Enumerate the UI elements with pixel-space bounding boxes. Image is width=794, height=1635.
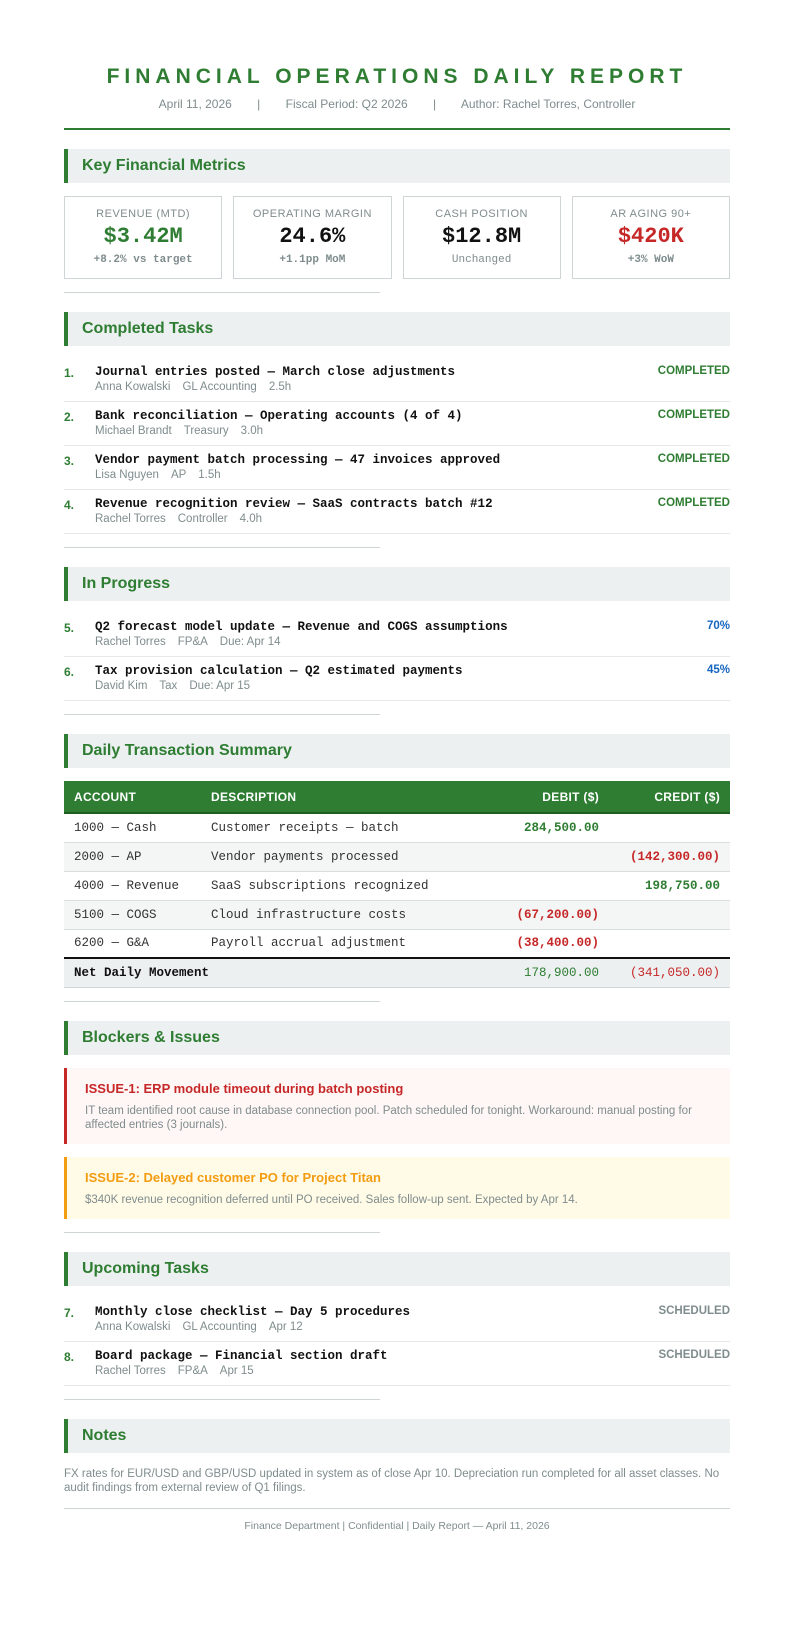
cell-credit: (142,300.00) [609, 842, 730, 871]
task-item [64, 1342, 730, 1386]
cell-description: Customer receipts — batch [201, 813, 479, 842]
table-total-row [64, 958, 730, 987]
task-team: Tax [159, 680, 178, 692]
task-item [64, 613, 730, 657]
task-owner: Rachel Torres [95, 513, 166, 525]
task-owner: David Kim [95, 680, 148, 692]
task-meta [95, 1364, 658, 1379]
upcoming-task-list [64, 1298, 730, 1386]
report-title: FINANCIAL OPERATIONS DAILY REPORT [106, 65, 688, 88]
task-item [64, 657, 730, 701]
task-item [64, 358, 730, 402]
cell-description: Cloud infrastructure costs [201, 900, 479, 929]
task-date: Apr 15 [219, 1364, 254, 1377]
report-footer: Finance Department | Confidential | Daily Report — April 11, 2026 [244, 1519, 550, 1532]
metric-change: Unchanged [451, 254, 512, 266]
report-page [64, 0, 730, 1532]
meta-separator: | [433, 97, 437, 111]
metric-value: $3.42M [103, 224, 183, 249]
task-title: Vendor payment batch processing — 47 invoices approved [95, 453, 501, 467]
cell-credit: 198,750.00 [609, 871, 730, 900]
task-team: AP [170, 469, 187, 481]
meta-separator: | [257, 97, 261, 111]
task-team: Controller [177, 513, 228, 525]
status-badge: COMPLETED [657, 453, 730, 465]
task-team: GL Accounting [182, 381, 257, 393]
metric-card-revenue [64, 196, 222, 279]
section-heading-metrics: Key Financial Metrics [64, 149, 730, 183]
task-number: 5. [64, 621, 75, 635]
issue-description: $340K revenue recognition deferred until PO received. Sales follow-up sent. Expected by Apr 14. [85, 1193, 578, 1206]
cell-account: 1000 — Cash [64, 813, 201, 842]
table-row [64, 813, 730, 842]
task-title: Tax provision calculation — Q2 estimated payments [95, 664, 463, 678]
task-title: Bank reconciliation — Operating accounts (4 of 4) [95, 409, 463, 423]
section-heading-transactions: Daily Transaction Summary [64, 734, 730, 768]
section-divider [64, 1232, 380, 1233]
metric-change: +1.1pp MoM [279, 254, 346, 266]
metric-label: AR AGING 90+ [610, 208, 692, 220]
status-badge: SCHEDULED [658, 1348, 730, 1361]
cell-debit [479, 842, 609, 871]
metric-change: +3% WoW [627, 254, 674, 266]
task-owner: Michael Brandt [95, 425, 172, 437]
section-heading-in-progress: In Progress [64, 567, 730, 601]
task-number: 1. [64, 366, 75, 380]
column-header-credit: CREDIT ($) [609, 781, 730, 813]
cell-description: Vendor payments processed [201, 842, 479, 871]
cell-credit [609, 929, 730, 958]
issue-title: ISSUE-1: ERP module timeout during batch posting [85, 1080, 404, 1096]
task-number: 4. [64, 498, 75, 512]
cell-account: 6200 — G&A [64, 929, 201, 958]
total-credit: (341,050.00) [609, 958, 730, 987]
metric-value: $12.8M [442, 224, 522, 249]
task-due-date: Due: Apr 15 [189, 680, 251, 692]
task-meta [95, 1320, 658, 1335]
progress-percent: 70% [706, 620, 730, 632]
section-divider [64, 1001, 380, 1002]
task-item [64, 490, 730, 534]
cell-debit: (38,400.00) [479, 929, 609, 958]
metrics-grid [64, 196, 730, 279]
task-number: 7. [64, 1305, 75, 1320]
task-title: Monthly close checklist — Day 5 procedures [95, 1304, 411, 1319]
metric-card-cash-position [403, 196, 561, 279]
task-number: 3. [64, 454, 75, 468]
table-row [64, 929, 730, 958]
cell-debit [479, 871, 609, 900]
task-title: Board package — Financial section draft [95, 1348, 388, 1363]
metric-label: REVENUE (MTD) [96, 208, 191, 220]
task-title: Revenue recognition review — SaaS contracts batch #12 [95, 497, 493, 511]
task-detail: 3.0h [240, 425, 264, 437]
section-heading-notes: Notes [64, 1419, 730, 1453]
task-owner: Anna Kowalski [95, 1320, 171, 1333]
task-team: Treasury [183, 425, 229, 437]
total-debit: 178,900.00 [479, 958, 609, 987]
section-divider [64, 714, 380, 715]
task-owner: Rachel Torres [95, 1364, 166, 1377]
task-team: GL Accounting [182, 1320, 257, 1333]
header-divider [64, 128, 730, 130]
task-meta [95, 468, 658, 483]
total-label: Net Daily Movement [64, 958, 479, 987]
metric-change: +8.2% vs target [93, 254, 193, 266]
task-meta [95, 380, 658, 395]
task-detail: 2.5h [268, 381, 292, 393]
cell-debit: 284,500.00 [479, 813, 609, 842]
column-header-description: DESCRIPTION [201, 781, 479, 813]
status-badge: COMPLETED [657, 409, 730, 421]
task-team: FP&A [177, 1364, 208, 1377]
task-owner: Lisa Nguyen [95, 469, 159, 481]
cell-debit: (67,200.00) [479, 900, 609, 929]
column-header-debit: DEBIT ($) [479, 781, 609, 813]
table-row [64, 871, 730, 900]
report-header [64, 64, 730, 130]
metric-value: 24.6% [279, 224, 346, 249]
task-meta [95, 635, 707, 650]
metric-label: OPERATING MARGIN [252, 208, 372, 220]
fiscal-period: Fiscal Period: Q2 2026 [285, 97, 408, 111]
task-title: Q2 forecast model update — Revenue and COGS assumptions [95, 620, 508, 634]
section-heading-issues: Blockers & Issues [64, 1021, 730, 1055]
status-badge: COMPLETED [657, 497, 730, 509]
task-team: FP&A [177, 636, 208, 648]
status-badge: COMPLETED [657, 365, 730, 377]
metric-card-ar-aging [572, 196, 730, 279]
task-number: 6. [64, 665, 75, 679]
task-number: 2. [64, 410, 75, 424]
cell-account: 4000 — Revenue [64, 871, 201, 900]
report-author: Author: Rachel Torres, Controller [460, 97, 636, 111]
cell-credit [609, 813, 730, 842]
issue-description: IT team identified root cause in database connection pool. Patch scheduled for tonight. Workaround: manual posting for affected entries (3 journals). [85, 1104, 692, 1131]
section-heading-upcoming: Upcoming Tasks [64, 1252, 730, 1286]
section-divider [64, 292, 380, 293]
metric-card-operating-margin [233, 196, 391, 279]
issue-card-critical [64, 1068, 730, 1144]
task-meta [95, 512, 658, 527]
completed-task-list [64, 358, 730, 534]
task-item [64, 402, 730, 446]
task-title: Journal entries posted — March close adjustments [95, 365, 456, 379]
footer-divider [64, 1508, 730, 1509]
cell-description: Payroll accrual adjustment [201, 929, 479, 958]
cell-description: SaaS subscriptions recognized [201, 871, 479, 900]
issue-title: ISSUE-2: Delayed customer PO for Project Titan [85, 1169, 381, 1185]
task-item [64, 446, 730, 490]
task-meta [95, 679, 707, 694]
table-row [64, 842, 730, 871]
column-header-account: ACCOUNT [64, 781, 201, 813]
task-date: Apr 12 [268, 1320, 303, 1333]
section-divider [64, 1399, 380, 1400]
task-number: 8. [64, 1349, 75, 1364]
task-due-date: Due: Apr 14 [219, 636, 281, 648]
table-header-row [64, 781, 730, 813]
table-row [64, 900, 730, 929]
task-item [64, 1298, 730, 1342]
task-detail: 1.5h [198, 469, 221, 481]
task-owner: Anna Kowalski [95, 381, 171, 393]
metric-value: $420K [617, 224, 684, 249]
task-meta [95, 424, 658, 439]
cell-account: 2000 — AP [64, 842, 201, 871]
task-detail: 4.0h [239, 513, 262, 525]
section-heading-completed: Completed Tasks [64, 312, 730, 346]
report-meta [64, 96, 730, 112]
section-divider [64, 547, 380, 548]
notes-text: FX rates for EUR/USD and GBP/USD updated in system as of close Apr 10. Depreciation run completed for all asset classes. No audit findings from external review of Q1 filings. [64, 1467, 720, 1494]
transaction-table [64, 781, 730, 988]
issue-card-warning [64, 1157, 730, 1219]
report-date: April 11, 2026 [158, 97, 232, 111]
cell-account: 5100 — COGS [64, 900, 201, 929]
task-owner: Rachel Torres [95, 636, 166, 648]
metric-label: CASH POSITION [435, 208, 528, 220]
progress-percent: 45% [706, 664, 730, 676]
in-progress-task-list [64, 613, 730, 701]
status-badge: SCHEDULED [658, 1304, 730, 1317]
cell-credit [609, 900, 730, 929]
